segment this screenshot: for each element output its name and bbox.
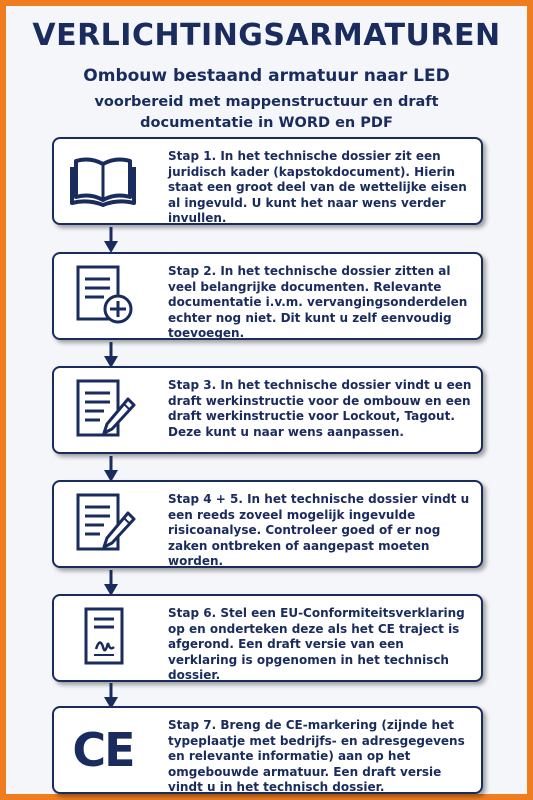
arrow-down-icon [104,570,118,596]
step-2-text: Stap 2. In het technische dossier zitten al veel belangrijke documenten. Relevante documentatie i.v.m. vervangingsonderdelen echter nog niet. Dit kunt u zelf eenvoudig toevoegen. [168,264,468,340]
document-add-icon [68,264,138,328]
arrow-down-icon [104,342,118,368]
page-description: voorbereid met mappenstructuur en draft documentatie in WORD en PDF [94,94,439,131]
signed-document-icon [68,606,138,670]
step-4-5-card [52,480,483,568]
step-6-text: Stap 6. Stel een EU-Conformiteitsverklaring op en onderteken deze als het CE traject is afgerond. Een draft versie van een verklaring is opgenomen in het technisch dossier. [168,606,465,682]
step-7-text: Stap 7. Breng de CE-markering (zijnde het typeplaatje met bedrijfs- en adresgegevens en relevante informatie) aan op het omgebouwde armatuur. Een draft versie vindt u in het technisch dossier. [168,718,465,794]
step-1-text: Stap 1. In het technische dossier zit een juridisch kader (kapstokdocument). Hierin staat een groot deel van de wettelijke eisen al ingevuld. U kunt het naar wens verder invullen. [168,149,467,225]
step-7-card [52,706,483,794]
step-3-text: Stap 3. In het technische dossier vindt u een draft werkinstructie voor de ombouw en een draft werkinstructie voor Lockout, Tagout. Deze kunt u naar wens aanpassen. [168,378,472,439]
document-edit-icon [68,378,138,442]
step-6-card [52,594,483,682]
arrow-down-icon [104,456,118,482]
arrow-down-icon [104,227,118,253]
document-edit-icon [68,492,138,556]
page [6,6,527,794]
step-2-card [52,252,483,340]
step-3-card [52,366,483,454]
ce-mark-label: CE [72,723,134,777]
book-icon [68,149,138,213]
page-title: VERLICHTINGSARMATUREN [32,18,501,53]
page-subtitle: Ombouw bestaand armatuur naar LED [83,66,450,86]
step-1-card [52,137,483,225]
ce-mark-icon [68,718,138,782]
step-4-5-text: Stap 4 + 5. In het technische dossier vindt u een reeds zoveel mogelijk ingevulde risicoanalyse. Controleer goed of er nog zaken ontbreken of aangepast moeten worden. [168,492,470,568]
